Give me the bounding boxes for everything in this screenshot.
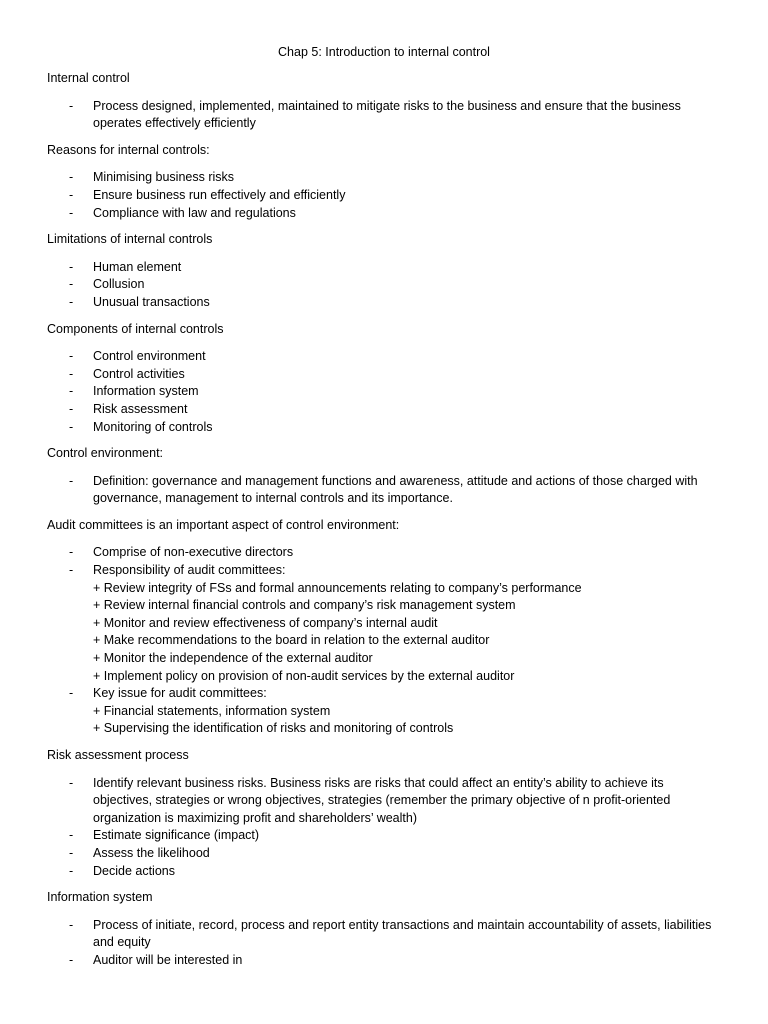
list-item [47, 473, 717, 508]
sub-item-text: + Implement policy on provision of non-audit services by the external auditor [93, 668, 515, 683]
list-item [47, 383, 717, 401]
dash-bullet: - [69, 401, 74, 416]
list-item-text: Compliance with law and regulations [93, 205, 296, 220]
list-item-text: Control environment [93, 349, 206, 364]
section-heading: Audit committees is an important aspect of control environment: [47, 517, 400, 532]
dash-bullet: - [69, 294, 74, 309]
list-item-text: Control activities [93, 366, 185, 381]
list-item [47, 863, 717, 881]
section-heading: Risk assessment process [47, 748, 189, 762]
sub-item-text: + Supervising the identification of risks and monitoring of controls [93, 721, 454, 736]
list-item-text: Comprise of non-executive directors [93, 545, 294, 560]
list-item [47, 917, 717, 952]
dash-bullet: - [69, 686, 74, 701]
dash-bullet: - [69, 845, 74, 860]
sub-item-text: + Review internal financial controls and company’s risk management system [93, 598, 516, 613]
list-item-text: Ensure business run effectively and efficiently [93, 187, 346, 202]
list-item [47, 366, 717, 384]
dash-bullet: - [69, 863, 74, 878]
list-item-text: Minimising business risks [93, 170, 235, 185]
list-item [47, 187, 717, 205]
sub-item-text: + Make recommendations to the board in relation to the external auditor [93, 633, 490, 648]
list-item-text: Collusion [93, 277, 145, 292]
list-item [47, 562, 717, 685]
list-item-text: Estimate significance (impact) [93, 828, 260, 843]
dash-bullet: - [69, 349, 74, 364]
dash-bullet: - [69, 384, 74, 399]
dash-bullet: - [69, 473, 74, 488]
document-body [47, 70, 717, 979]
list-item [47, 419, 717, 437]
list-item [47, 952, 717, 970]
list-item [47, 276, 717, 294]
dash-bullet: - [69, 917, 74, 932]
list-item [47, 205, 717, 223]
dash-bullet: - [69, 952, 74, 967]
sub-item-text: + Monitor and review effectiveness of company’s internal audit [93, 615, 438, 630]
list-item [47, 348, 717, 366]
section-heading: Control environment: [47, 446, 164, 461]
list-item-text: Process designed, implemented, maintained to mitigate risks to the business and ensure that the business operates effectively efficiently [93, 98, 681, 131]
bullet-list [47, 169, 717, 222]
list-item-text: Auditor will be interested in [93, 952, 243, 967]
dash-bullet: - [69, 205, 74, 220]
sub-item-text: + Monitor the independence of the external auditor [93, 651, 373, 666]
dash-bullet: - [69, 98, 74, 113]
list-item [47, 294, 717, 312]
bullet-list [47, 775, 717, 881]
list-item [47, 845, 717, 863]
section-heading: Information system [47, 890, 153, 905]
list-item [47, 401, 717, 419]
dash-bullet: - [69, 277, 74, 292]
dash-bullet: - [69, 419, 74, 434]
list-item [47, 98, 717, 133]
dash-bullet: - [69, 545, 74, 560]
bullet-list [47, 348, 717, 436]
list-item-text: Risk assessment [93, 401, 188, 416]
list-item-text: Assess the likelihood [93, 845, 210, 860]
list-item-text: Identify relevant business risks. Business risks are risks that could affect an entity’s ability to achieve its objectives, strategies or wrong objectives, strategies (remember the primary objective of n profit-oriented organization is maximizing profit and shareholders’ wealth) [93, 775, 671, 825]
list-item-text: Monitoring of controls [93, 419, 213, 434]
bullet-list [47, 544, 717, 738]
dash-bullet: - [69, 828, 74, 843]
list-item-text: Definition: governance and management functions and awareness, attitude and actions of those charged with governance, management to internal controls and its importance. [93, 473, 698, 506]
dash-bullet: - [69, 775, 74, 790]
list-item-text: Decide actions [93, 863, 175, 878]
page-title: Chap 5: Introduction to internal control [278, 45, 490, 59]
bullet-list [47, 98, 717, 133]
list-item-text: Unusual transactions [93, 294, 210, 309]
list-item [47, 544, 717, 562]
section-heading: Internal control [47, 71, 130, 85]
list-item-text: Information system [93, 384, 199, 399]
list-item-text: Key issue for audit committees: [93, 686, 267, 701]
list-item [47, 259, 717, 277]
dash-bullet: - [69, 187, 74, 202]
list-item-text: Process of initiate, record, process and report entity transactions and maintain accountability of assets, liabilities and equity [93, 917, 712, 950]
sub-item-text: + Financial statements, information system [93, 703, 331, 718]
bullet-list [47, 917, 717, 970]
bullet-list [47, 259, 717, 312]
dash-bullet: - [69, 563, 74, 578]
section-heading: Components of internal controls [47, 321, 224, 336]
list-item [47, 685, 717, 738]
dash-bullet: - [69, 170, 74, 185]
list-item-text: Human element [93, 259, 182, 274]
dash-bullet: - [69, 259, 74, 274]
list-item-text: Responsibility of audit committees: [93, 563, 286, 578]
sub-item-text: + Review integrity of FSs and formal announcements relating to company’s performance [93, 580, 582, 595]
section-heading: Limitations of internal controls [47, 232, 213, 247]
list-item [47, 169, 717, 187]
bullet-list [47, 473, 717, 508]
list-item [47, 827, 717, 845]
list-item [47, 775, 717, 828]
dash-bullet: - [69, 366, 74, 381]
section-heading: Reasons for internal controls: [47, 142, 210, 157]
